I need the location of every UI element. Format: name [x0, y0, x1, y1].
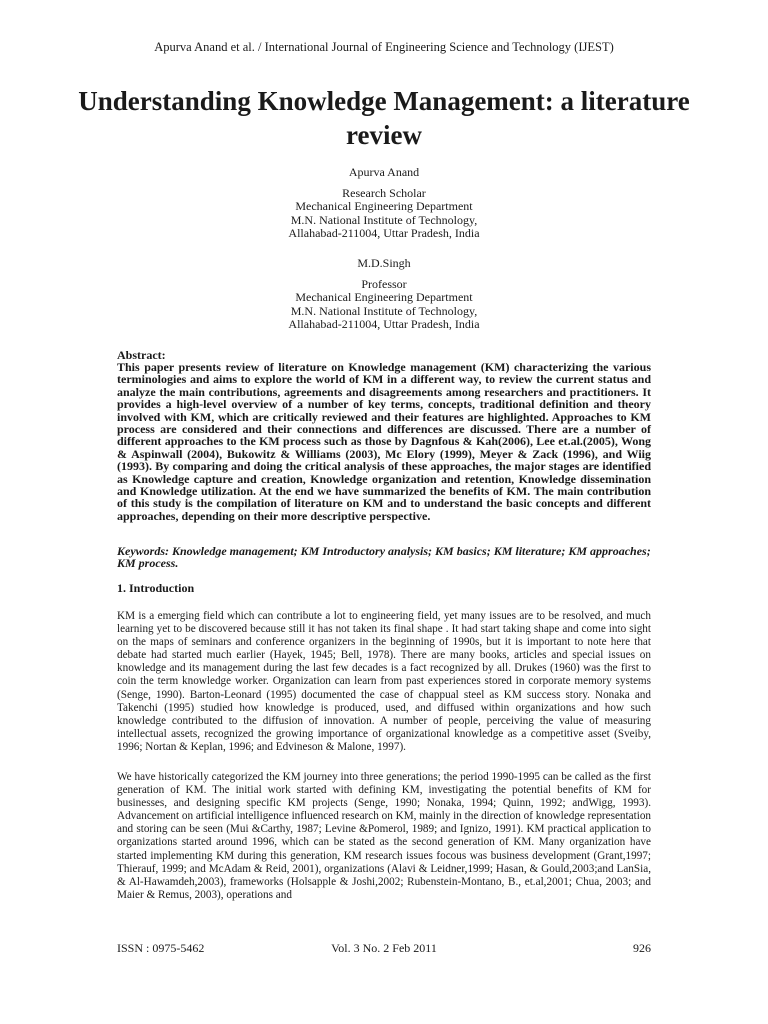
section-heading: 1. Introduction: [117, 581, 195, 595]
author-block-1: [0, 166, 768, 241]
author-department: Mechanical Engineering Department: [295, 290, 473, 305]
running-head: Apurva Anand et al. / International Journal of Engineering Science and Technology (IJEST): [154, 40, 614, 54]
abstract-text: This paper presents review of literature on Knowledge management (KM) characterizing the various terminologies and aims to explore the world of KM in a different way, to review the current status and analyze the main contributions, agreements and disagreements among researchers and practitioners. It provides a high-level overview of a number of key terms, concepts, traditional definition and theory involved with KM, which are critically reviewed and their features are highlighted. Approaches to KM process are considered and their connections and differences are discussed. There are a number of different approaches to the KM process such as those by Dagnfous & Kah(2006), Lee et.al.(2005), Wong & Aspinwall (2004), Bukowitz & Williams (2003), Mc Elory (1999), Meyer & Zack (1996), and Wiig (1993). By comparing and doing the critical analysis of these approaches, the major stages are identified as Knowledge capture and creation, Knowledge organization and retention, Knowledge dissemination and Knowledge utilization. At the end we have summarized the benefits of KM. The main contribution of this study is the compilation of literature on KM and to understand the basic concepts and different approaches, depending on their more descriptive perspective.: [117, 360, 651, 523]
author-block-2: [0, 257, 768, 332]
author-role: Research Scholar: [342, 185, 426, 200]
author-name: M.D.Singh: [357, 256, 411, 270]
author-role: Professor: [361, 276, 407, 291]
author-address: Allahabad-211004, Uttar Pradesh, India: [288, 226, 480, 241]
footer-volume: Vol. 3 No. 2 Feb 2011: [331, 941, 437, 955]
paragraph: We have historically categorized the KM journey into three generations; the period 1990-1995 can be called as the first generation of KM. The initial work started with defining KM, investigating the potential benefits of KM for businesses, and designing specific KM projects (Senge, 1990; Nonaka, 1994; Quinn, 1992; andWigg, 1993). Advancement on artificial intelligence influenced research on KM, mainly in the direction of knowledge representation and storing can be seen (Mui &Carthy, 1987; Levine &Pomerol, 1989; and Ignizo, 1991). KM practical application to organizations started around 1996, which can be stated as the second generation of KM. Many organization have started implementing KM during this generation, KM research issues focous was business development (Grant,1997; Thierauf, 1999; and McAdam & Reid, 2001), organizations (Alavi & Leidner,1999; Hasan, & Gould,2003;and LanSia, & Al-Hawamdeh,2003), frameworks (Holsapple & Joshi,2002; Rubenstein-Montano, B., et.al,2001; Chua, 2003; and Maier & Remus, 2003), operations and: [117, 771, 652, 901]
footer-issn: ISSN : 0975-5462: [117, 941, 205, 955]
author-institute: M.N. National Institute of Technology,: [290, 303, 478, 318]
author-institute: M.N. National Institute of Technology,: [290, 212, 478, 227]
author-address: Allahabad-211004, Uttar Pradesh, India: [288, 317, 480, 332]
paragraph: KM is a emerging field which can contribute a lot to engineering field, yet many issues are to be resolved, and much learning yet to be discovered because still it has not taken its final shape . It had start taking shape and come into sight on the maps of seminars and conference organizers in the beginning of 1990s, but it is important to note here that debate had started much earlier (Hayek, 1945; Bell, 1978). There are many books, articles and special issues on knowledge and its management during the last few decades is a fact recognized by all. Drukes (1960) was the first to coin the term knowledge worker. Organization can learn from past experiences stored in corporate memory systems (Senge, 1990). Barton-Leonard (1995) documented the case of chappual steel as KM success story. Nonaka and Takenchi (1995) studied how knowledge is produced, used, and diffused within organizations and how such knowledge contributed to the diffusion of innovation. A number of people, perceiving the value of measuring intellectual assets, recognized the growing importance of organizational knowledge as a competitive asset (Sveiby, 1996; Nortan & Keplan, 1996; and Edvineson & Malone, 1997).: [117, 610, 651, 753]
paper-title: Understanding Knowledge Management: a literature review: [78, 86, 690, 150]
keywords: Keywords: Knowledge management; KM Introductory analysis; KM basics; KM literature; KM approaches; KM process.: [117, 544, 651, 571]
abstract-heading: Abstract:: [117, 348, 166, 362]
footer-page-number: 926: [633, 941, 651, 955]
author-department: Mechanical Engineering Department: [295, 199, 473, 214]
author-name: Apurva Anand: [348, 165, 420, 179]
